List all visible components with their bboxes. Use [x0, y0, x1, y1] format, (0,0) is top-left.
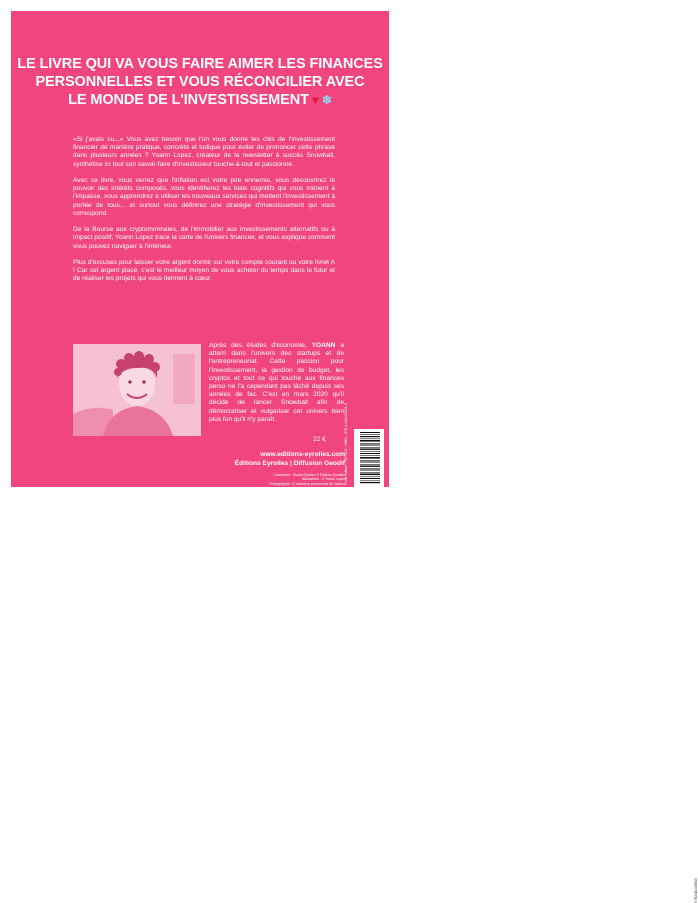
bio-rest: a atterri dans l'univers des startups et de l'entrepreneuriat. Cette passion pour l'investissement, la gestion de budget, les cryptos et tout ce qui touche aux finances perso ne l'a cependant pas lâché depuis ses années de fac. C'est en mars 2020 qu'il décide de lancer Snowball afin de démocratiser et vulgariser cet univers bien plus fun qu'il n'y paraît. — [209, 342, 344, 423]
headline-line-2: PERSONNELLES ET VOUS RÉCONCILIER AVEC — [35, 74, 365, 90]
snowflake-icon: ❄ — [321, 93, 332, 107]
publisher-name: Éditions Eyrolles | Diffusion Geodif — [234, 459, 345, 467]
credits — [245, 473, 345, 486]
headline — [11, 55, 389, 109]
credit-illustrations: Illustrations : © Yoann Lopez — [301, 477, 345, 482]
price: 22 € — [313, 436, 326, 443]
author-bio — [209, 342, 344, 424]
blurb-paragraph-3: De la Bourse aux cryptomonnaies, de l'immobilier aux investissements alternatifs ou à impact positif, Yoann Lopez trace la carte de l'univers financier, et vous explique comment vous pouvez naviguer à l'intérieur. — [73, 226, 335, 250]
blurb — [73, 136, 335, 292]
barcode — [354, 429, 698, 903]
barcode-icon — [354, 429, 384, 487]
isbn-side-text: Code éditeur : G57222 · ISBN : 978-2-416-00531-9 — [344, 403, 348, 485]
blurb-paragraph-1: «Si j'avais su...» Vous avez besoin que l'on vous donne les clés de l'investissement financier de manière pratique, concrète et ludique pour éviter de prononcer cette phrase dans plusieurs années ? Yoann Lopez, créateur de la newsletter à succès Snowball, synthétise ici tout son savoir-faire d'investisseur touche-à-tout et passionné. — [73, 136, 335, 168]
isbn-digits: 9 782416 005319 — [694, 878, 698, 903]
headline-line-1: LE LIVRE QUI VA VOUS FAIRE AIMER LES FINANCES — [17, 56, 383, 72]
publisher-website[interactable]: www.editions-eyrolles.com — [260, 451, 345, 458]
credit-photo: Photographie : © collection personnelle de l'auteur — [269, 481, 345, 486]
blurb-paragraph-2: Avec ce livre, vous verrez que l'inflation est votre pire ennemie, vous découvrirez le pouvoir des intérêts composés, vous identifierez les biais cognitifs qui vous mènent à l'impasse, vous apprendrez à utiliser les nouveaux services qui mettent l'investissement à portée de tous... et surtout vous définirez une stratégie d'investissement qui vous correspond. — [73, 177, 335, 217]
blurb-paragraph-4: Plus d'excuses pour laisser votre argent dormir sur votre compte courant ou votre livret A ! Car cet argent placé, c'est le meilleur moyen de vous acheter du temps dans le futur et de réaliser les projets qui vous tiennent à cœur. — [73, 259, 335, 283]
author-portrait-illustration — [73, 344, 201, 436]
bio-prefix: Après des études d'économie, — [209, 342, 312, 349]
author-photo — [73, 344, 201, 436]
back-cover — [11, 11, 698, 903]
headline-line-3 — [11, 91, 389, 109]
author-name: YOANN — [311, 342, 336, 349]
credit-cover: Couverture : Studio Eyrolles © Éditions Eyrolles — [273, 473, 345, 477]
heart-icon: ♥ — [311, 93, 319, 107]
publisher-block — [225, 451, 345, 468]
headline-line-3-text: LE MONDE DE L'INVESTISSEMENT — [68, 92, 309, 108]
